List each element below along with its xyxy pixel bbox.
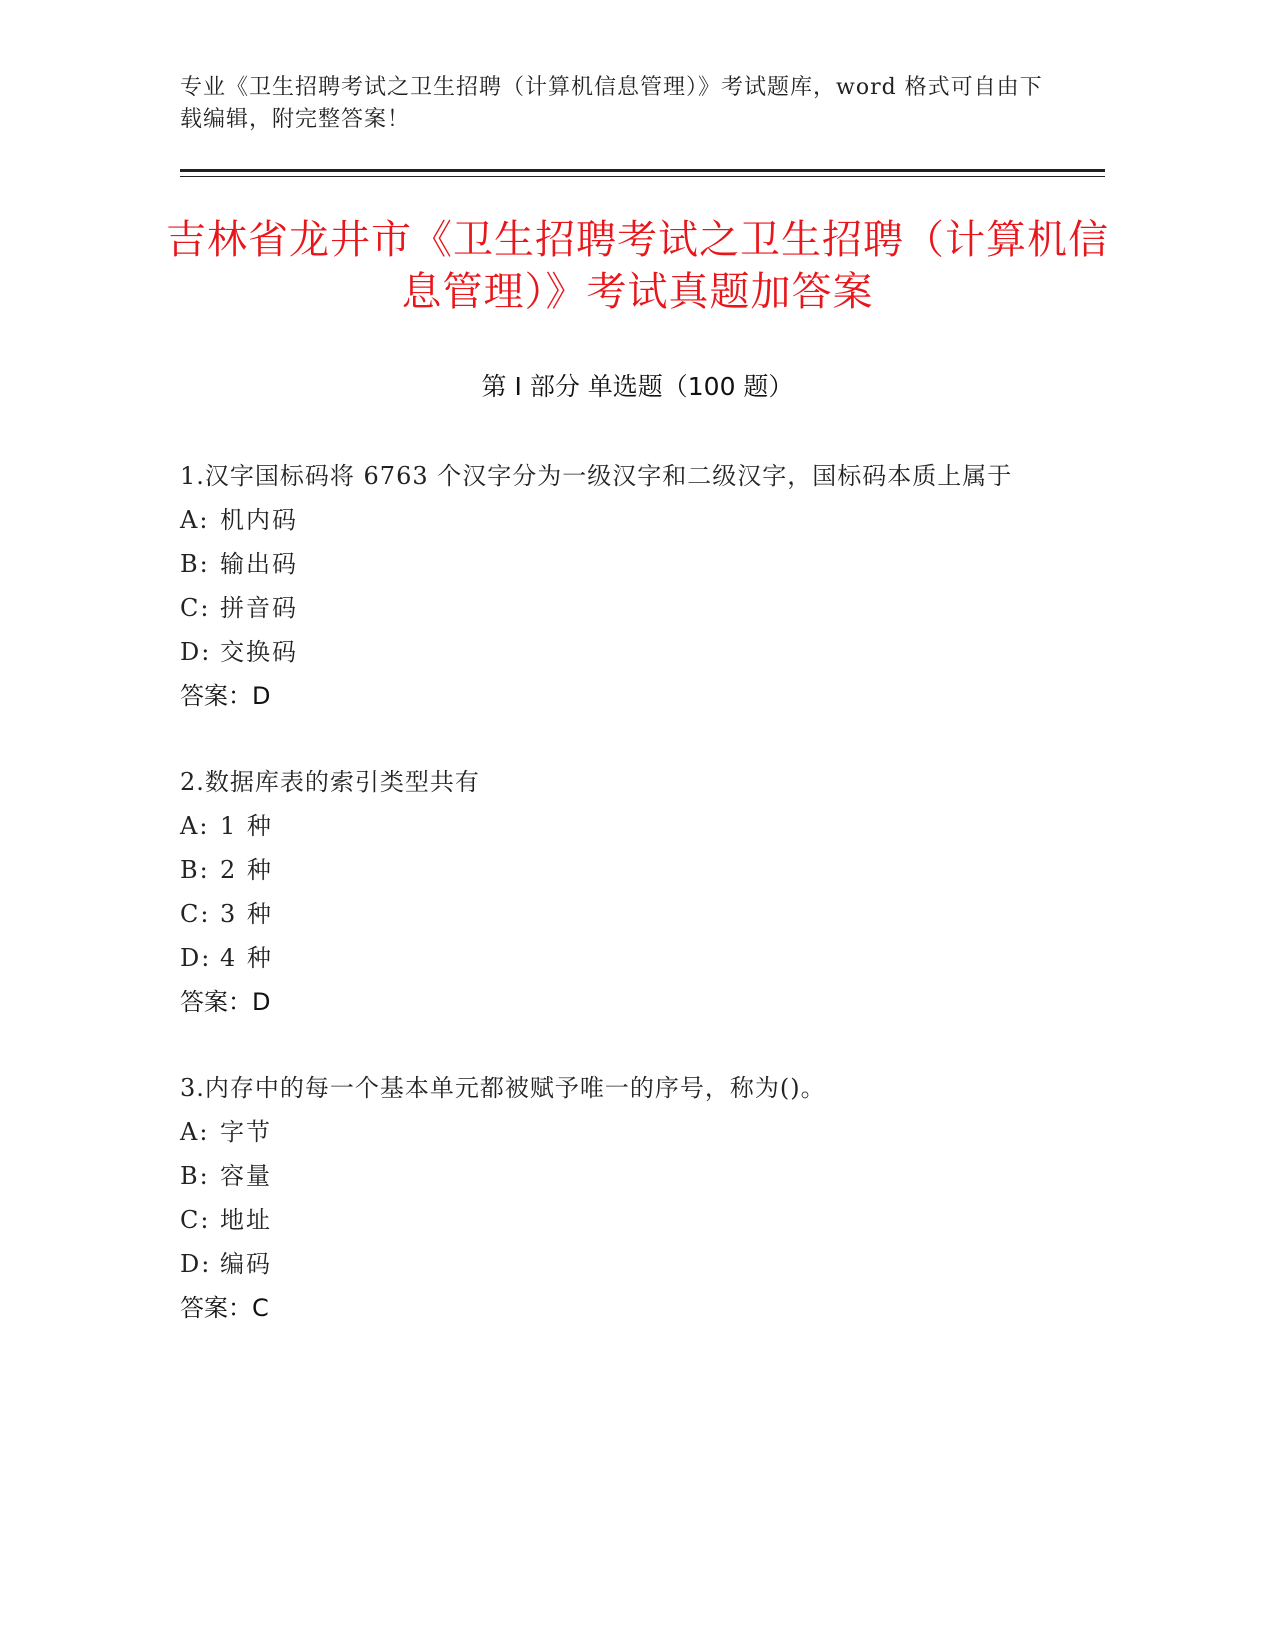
document-title: 吉林省龙井市《卫生招聘考试之卫生招聘（计算机信息管理）》考试真题加答案 [166, 217, 1109, 315]
option-key: C: [180, 1206, 211, 1234]
option-d [180, 936, 1060, 980]
option-text: 机内码 [220, 506, 298, 534]
answer-line: 答案：D [180, 988, 271, 1016]
option-c [180, 1198, 1060, 1242]
option-key: C: [180, 900, 211, 928]
option-text: 地址 [220, 1206, 272, 1234]
header-rule-thick [180, 169, 1105, 172]
option-key: B: [180, 550, 210, 578]
option-b [180, 542, 1060, 586]
option-a [180, 804, 1060, 848]
option-d [180, 630, 1060, 674]
option-text: 输出码 [220, 550, 298, 578]
question-item [180, 1066, 1060, 1330]
option-text: 编码 [220, 1250, 272, 1278]
question-list [180, 454, 1060, 1372]
question-text: 1.汉字国标码将 6763 个汉字分为一级汉字和二级汉字，国标码本质上属于 [180, 462, 1013, 490]
option-key: A: [180, 506, 210, 534]
answer-line: 答案：D [180, 682, 271, 710]
option-text: 交换码 [220, 638, 298, 666]
option-text: 字节 [220, 1118, 272, 1146]
answer-line: 答案：C [180, 1294, 269, 1322]
option-key: A: [180, 812, 210, 840]
option-text: 4 种 [220, 944, 273, 972]
option-d [180, 1242, 1060, 1286]
question-item [180, 760, 1060, 1024]
option-text: 拼音码 [220, 594, 298, 622]
option-text: 3 种 [220, 900, 273, 928]
header-rule-thin [180, 176, 1105, 177]
option-c [180, 892, 1060, 936]
option-key: D: [180, 944, 212, 972]
option-key: D: [180, 638, 212, 666]
option-text: 2 种 [220, 856, 273, 884]
question-text: 3.内存中的每一个基本单元都被赋予唯一的序号，称为()。 [180, 1074, 826, 1102]
option-key: B: [180, 1162, 210, 1190]
option-b [180, 848, 1060, 892]
option-b [180, 1154, 1060, 1198]
option-key: D: [180, 1250, 212, 1278]
option-a [180, 1110, 1060, 1154]
option-key: B: [180, 856, 210, 884]
header-note: 专业《卫生招聘考试之卫生招聘（计算机信息管理）》考试题库，word 格式可自由下载编辑，附完整答案！ [180, 75, 1043, 132]
option-text: 容量 [220, 1162, 272, 1190]
question-text: 2.数据库表的索引类型共有 [180, 768, 480, 796]
option-key: A: [180, 1118, 210, 1146]
option-c [180, 586, 1060, 630]
option-key: C: [180, 594, 211, 622]
option-text: 1 种 [220, 812, 273, 840]
question-item [180, 454, 1060, 718]
section-title: 第 I 部分 单选题（100 题） [481, 372, 794, 401]
option-a [180, 498, 1060, 542]
